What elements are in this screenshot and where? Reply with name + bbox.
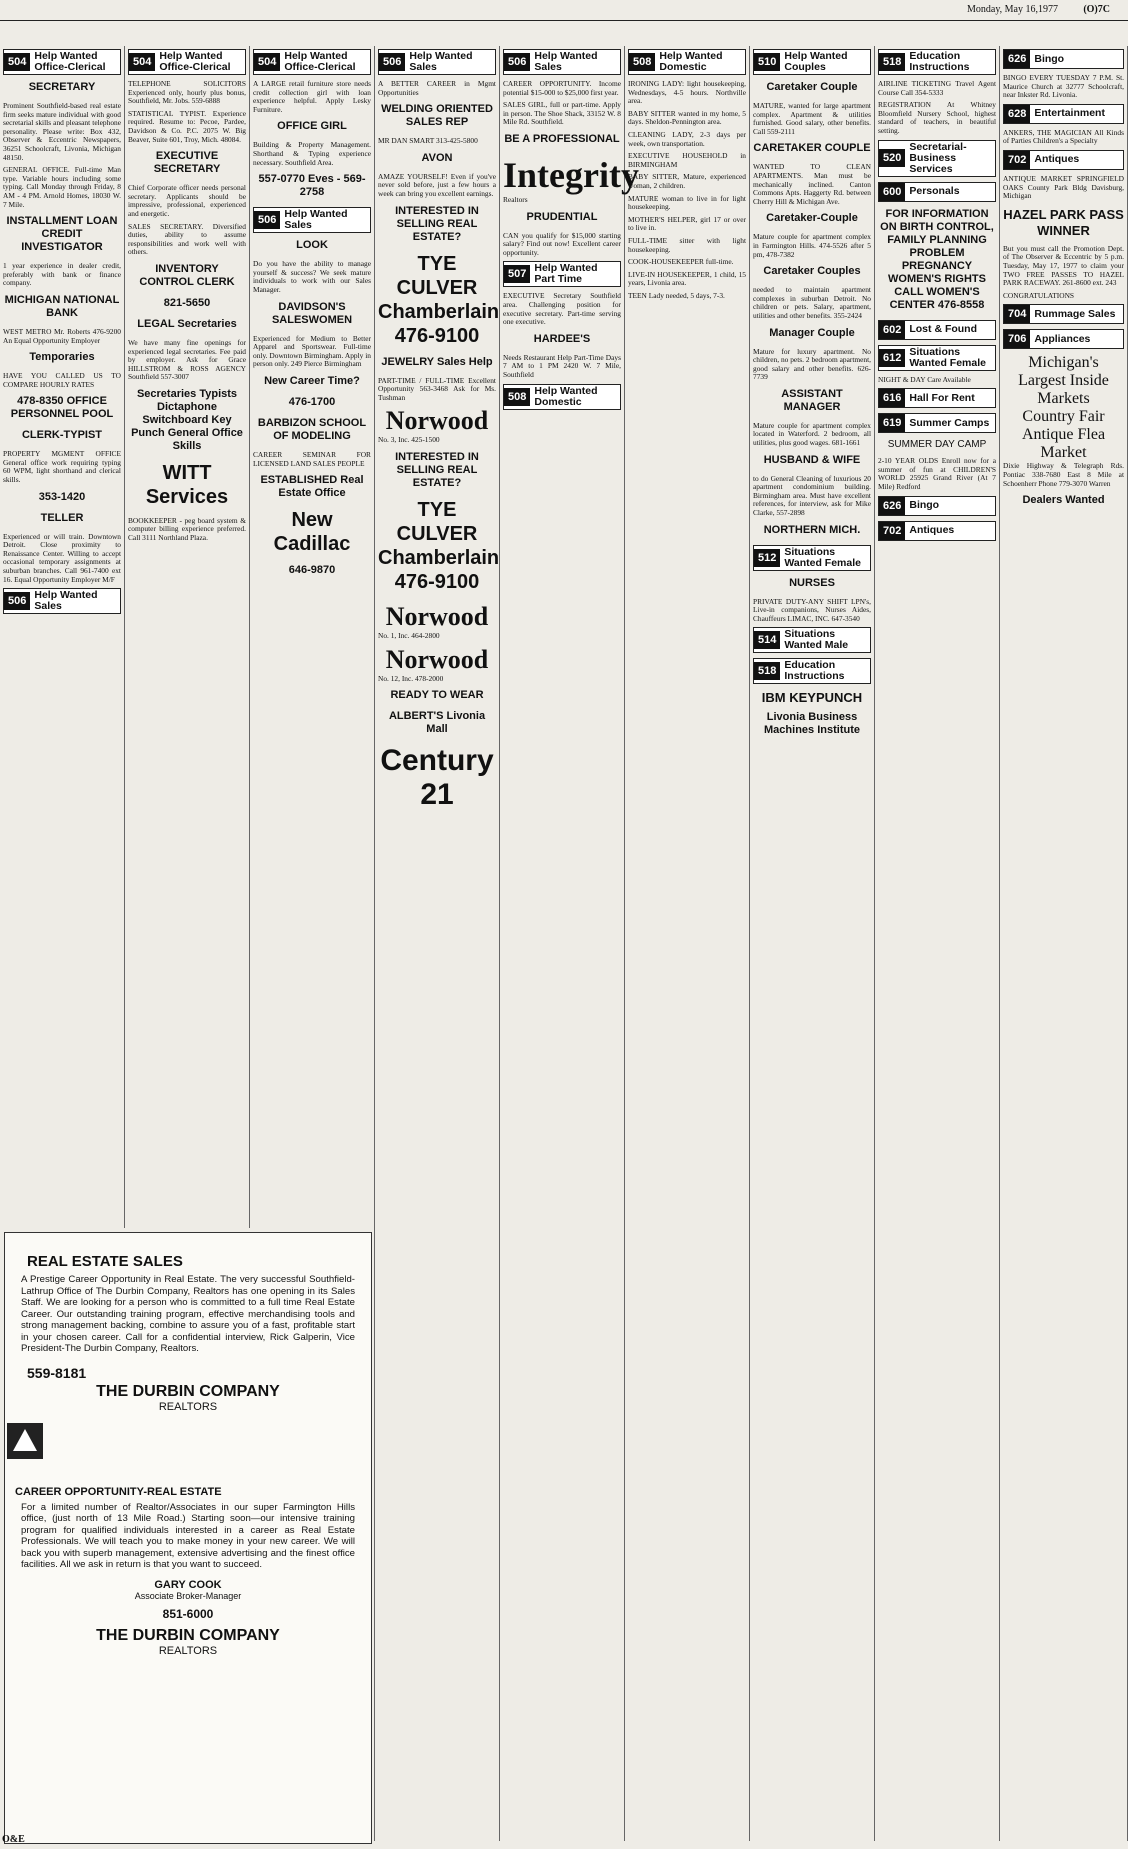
- classified-ad: BINGO EVERY TUESDAY 7 P.M. St. Maurice Church at 32777 Schoolcraft, near Inkster Rd. Livonia.: [1003, 73, 1124, 100]
- section-title: Education Instructions: [784, 659, 845, 683]
- section-title: Situations Wanted Male: [784, 628, 849, 652]
- ad-heading: WELDING ORIENTED SALES REP: [381, 103, 493, 129]
- classified-ad: TELEPHONE SOLICITORS Experienced only, hourly plus bonus, Southfield, Mr. Jobs. 559-6888: [128, 79, 246, 106]
- ad-heading: ASSISTANT MANAGER: [781, 387, 843, 413]
- ad-heading: AVON: [421, 151, 453, 164]
- ad-heading: 353-1420: [38, 490, 86, 503]
- section-title: Help Wanted Office-Clerical: [284, 50, 356, 73]
- classified-ad: Experienced or will train. Downtown Detroit. Close proximity to Renaissance Center. Willing to accept occasional temporary assignments at suburban branches. Call 961-7400 ext 16. Equal Opportunity Employer M/F: [3, 531, 121, 584]
- ad-column: [1000, 46, 1128, 1841]
- classified-ad: PART-TIME / FULL-TIME Excellent Opportunity 563-3468 Ask for Ms. Tushman: [378, 375, 496, 402]
- section-number: 518: [879, 53, 905, 71]
- section-number: 506: [379, 53, 405, 71]
- ad-column: [125, 46, 250, 1228]
- ad-heading: 478-8350 OFFICE PERSONNEL POOL: [10, 395, 114, 421]
- ad-column: [375, 46, 500, 1841]
- section-header: [878, 496, 996, 516]
- ad-heading: New Career Time?: [264, 374, 360, 387]
- ad-heading: 821-5650: [163, 296, 211, 309]
- classified-ad: Needs Restaurant Help Part-Time Days 7 AM to 1 PM 2420 W. 7 Mile, Southfield: [503, 352, 621, 379]
- section-title: Personals: [909, 185, 960, 198]
- ad-heading: INTERESTED IN SELLING REAL ESTATE?: [395, 450, 479, 489]
- section-number: 706: [1004, 330, 1030, 348]
- section-header: [878, 388, 996, 408]
- section-title: Hall For Rent: [909, 391, 975, 404]
- footer-mark: O&E: [2, 1834, 25, 1845]
- manager-title: Associate Broker-Manager: [134, 1590, 242, 1601]
- ad-heading: HUSBAND & WIFE: [763, 453, 861, 466]
- section-title: Summer Camps: [909, 416, 990, 429]
- company-sub: REALTORS: [158, 1400, 218, 1413]
- section-header: [1003, 104, 1124, 124]
- section-header: [503, 49, 621, 75]
- ad-column: [500, 46, 639, 1841]
- section-number: 702: [879, 522, 905, 540]
- norwood-logo-text: Norwood: [385, 644, 489, 674]
- page-date: Monday, May 16,1977: [966, 4, 1058, 15]
- classified-ad: MOTHER'S HELPER, girl 17 or over to live in.: [628, 214, 746, 233]
- section-number: 504: [4, 53, 30, 71]
- ad-heading: 476-1700: [288, 395, 336, 408]
- classified-ad: No. 1, Inc. 464-2800: [378, 630, 440, 640]
- classified-ad: Building & Property Management. Shorthand & Typing experience necessary. Southfield Area.: [253, 140, 371, 167]
- classified-ad: STATISTICAL TYPIST. Experience required. Resume to: Pecoe, Pardee, Davidson & Co. P.C. 2075 W. Big Beaver, Suite 601, Troy, Mich. 48084.: [128, 108, 246, 144]
- section-number: 626: [1004, 50, 1030, 68]
- section-title: Rummage Sales: [1034, 307, 1116, 320]
- ad-heading: EXECUTIVE SECRETARY: [153, 150, 221, 176]
- section-header: [753, 627, 871, 653]
- section-title: Secretarial-Business Services: [909, 140, 967, 175]
- ad-heading: ALBERT'S Livonia Mall: [388, 710, 486, 736]
- classified-ad: PRIVATE DUTY-ANY SHIFT LPN's, Live-in companions, Nurses Aides, Chauffeurs LIMAC, INC. 647-3540: [753, 596, 871, 623]
- classified-ad: SALES GIRL, full or part-time. Apply in person. The Shoe Shack, 33152 W. 8 Mile Rd. Southfield.: [503, 100, 621, 127]
- section-header: [253, 207, 371, 233]
- ad-heading: READY TO WEAR: [390, 689, 484, 702]
- section-header: [753, 545, 871, 571]
- ad-heading: HARDEE'S: [533, 332, 591, 345]
- summer-camp-heading: SUMMER DAY CAMP: [887, 439, 987, 451]
- ad-column: [625, 46, 750, 1841]
- classified-ad: Experienced for Medium to Better Apparel and Sportswear. Full-time only. Downtown Birmingham. Apply in person only. 249 Pierce Birmingham: [253, 333, 371, 369]
- section-title: Appliances: [1034, 332, 1091, 345]
- ad-heading: NORTHERN MICH.: [763, 523, 861, 536]
- section-title: Help Wanted Couples: [784, 50, 848, 73]
- classified-ad: PROPERTY MGMENT OFFICE General office work requiring typing 60 WPM, light shorthand and clerical skills.: [3, 449, 121, 485]
- section-number: 514: [754, 631, 780, 649]
- ad-heading: MICHIGAN NATIONAL BANK: [4, 293, 120, 319]
- ad-subtitle: CAREER OPPORTUNITY-REAL ESTATE: [15, 1485, 222, 1498]
- ad-heading: LOOK: [296, 239, 328, 252]
- company-name: THE DURBIN COMPANY: [96, 1382, 280, 1400]
- section-title: Help Wanted Sales: [534, 50, 598, 73]
- section-title: Help Wanted Sales: [284, 208, 348, 232]
- classified-ad: Chief Corporate officer needs personal secretary. Applicants should be impressive, professional, experienced and energetic.: [128, 183, 246, 218]
- section-title: Help Wanted Office-Clerical: [159, 50, 231, 73]
- classified-ad: WEST METRO Mr. Roberts 476-9200 An Equal Opportunity Employer: [3, 326, 121, 345]
- section-title: Antiques: [909, 524, 955, 537]
- section-number: 504: [254, 53, 280, 71]
- classified-ad: REGISTRATION At Whitney Bloomfield Nursery School, highest standard of teachers, in beautiful setting.: [878, 100, 996, 135]
- classified-ad: BOOKKEEPER - peg board system & computer billing experience preferred. Call 3111 Northland Plaza.: [128, 515, 246, 543]
- classified-ad: CAN you qualify for $15,000 starting salary? Find out now! Excellent career opportunity.: [503, 230, 621, 257]
- ad-heading: LEGAL Secretaries: [137, 317, 237, 330]
- company-name-2: THE DURBIN COMPANY: [96, 1626, 280, 1644]
- classified-ad: EXECUTIVE HOUSEHOLD in BIRMINGHAM: [628, 151, 746, 169]
- classified-ad: COOK-HOUSEKEEPER full-time.: [628, 257, 734, 267]
- ad-heading: INVENTORY CONTROL CLERK: [139, 262, 235, 288]
- classified-ad: ANKERS, THE MAGICIAN All Kinds of Parties Children's a Specialty: [1003, 127, 1124, 146]
- section-header: [878, 320, 996, 340]
- section-title: Bingo: [909, 499, 940, 512]
- ad-heading: ESTABLISHED Real Estate Office: [260, 474, 364, 500]
- section-header: [628, 49, 746, 75]
- section-number: 626: [879, 497, 905, 515]
- ad-column: [750, 46, 875, 1841]
- section-number: 506: [4, 592, 30, 610]
- classified-ad: needed to maintain apartment complexes in suburban Detroit. No children or pets. Salary, apartment, utilities and other benefits. 355-2424: [753, 285, 871, 320]
- ad-phone: 559-8181: [27, 1364, 87, 1381]
- ad-heading: Temporaries: [29, 351, 95, 364]
- flea-market-subheading: Michigan's Largest Inside Markets: [1018, 354, 1109, 408]
- section-number: 702: [1004, 151, 1030, 169]
- ad-heading: TELLER: [40, 511, 84, 524]
- ad-heading: DAVIDSON'S SALESWOMEN: [271, 300, 353, 326]
- ad-heading: 646-9870: [288, 564, 336, 577]
- section-title: Help Wanted Part Time: [534, 262, 598, 286]
- classified-ad: But you must call the Promotion Dept. of The Observer & Eccentric by 5 p.m. Tuesday, May 17, 1977 to claim your TWO FREE PASSES TO HAZEL PARK RACEWAY. 261-8600 ext. 243: [1003, 243, 1124, 288]
- section-number: 506: [254, 211, 280, 229]
- ad-display-heading: WITT Services: [145, 461, 229, 508]
- section-title: Help Wanted Sales: [409, 50, 473, 73]
- ad-column: [0, 46, 125, 1228]
- section-number: 504: [129, 53, 155, 71]
- ad-display-heading: TYE CULVER Chamberlain 476-9100: [378, 252, 500, 347]
- classified-ad: Do you have the ability to manage yourself & success? We seek mature individuals to work with our Sales Manager.: [253, 259, 371, 294]
- real-estate-ad: [4, 1232, 372, 1844]
- section-number: 612: [879, 349, 905, 367]
- classified-ad: Mature couple for apartment complex located in Waterford. 2 bedroom, all utilities, plus good wages. 681-1661: [753, 420, 871, 448]
- ad-heading: Secretaries Typists Dictaphone Switchboard Key Punch General Office Skills: [131, 387, 243, 452]
- classified-ad: FULL-TIME sitter with light housekeeping.: [628, 235, 746, 254]
- ad-display-heading: TYE CULVER Chamberlain 476-9100: [378, 498, 500, 593]
- ad-heading: NURSES: [789, 576, 835, 589]
- classified-ad: to do General Cleaning of luxurious 20 apartment condominium building. Birmingham area. Must have excellent references, for interview, ask for Mike Clarke, 557-2898: [753, 473, 871, 518]
- section-header: [878, 49, 996, 75]
- flea-market-heading: Country Fair Antique Flea Market: [1021, 408, 1106, 462]
- company-sub-2: REALTORS: [158, 1644, 218, 1657]
- section-title: Situations Wanted Female: [784, 545, 861, 569]
- ad-heading: BARBIZON SCHOOL OF MODELING: [257, 416, 367, 442]
- classified-ad: NIGHT & DAY Care Available: [878, 374, 971, 384]
- hazel-park-heading: HAZEL PARK PASS WINNER: [1003, 206, 1124, 238]
- ad-heading: Caretaker-Couple: [766, 212, 858, 225]
- section-number: 507: [504, 265, 530, 283]
- section-number: 508: [629, 53, 655, 71]
- classified-ad: WANTED TO CLEAN APARTMENTS. Man must be mechanically inclined. Canton Commons Apts. Haggerty Rd. between Cherry Hill & Michigan Ave.: [753, 162, 871, 206]
- section-header: [878, 413, 996, 433]
- section-number: 512: [754, 549, 780, 567]
- section-number: 628: [1004, 105, 1030, 123]
- classified-ad: IRONING LADY: light housekeeping, Wednesdays, 4-5 hours. Northville area.: [628, 79, 746, 106]
- century21-logo-text: Century 21: [380, 744, 494, 812]
- section-title: Bingo: [1034, 52, 1065, 65]
- section-title: Antiques: [1034, 153, 1080, 166]
- classified-ad: EXECUTIVE Secretary Southfield area. Challenging position for executive secretary. Part-time serving one executive.: [503, 291, 621, 327]
- page-number: (O)7C: [1083, 4, 1110, 15]
- ad-body: A Prestige Career Opportunity in Real Estate. The very successful Southfield-Lathrup Office of The Durbin Company, Realtors has one opening in its Sales Staff. We are looking for a person who is committed to a full time Real Estate Career. Our outstanding training program, effective merchandising tools and strong management backing, combine to assure you of a fast, profitable start in your chosen career. Call for a confidential interview, Rick Galperin, Vice President-The Durbin Company, Realtors.: [21, 1274, 355, 1354]
- classified-ad: Prominent Southfield-based real estate firm seeks mature individual with good secretarial skills and pleasant telephone personality. Please write: Box 432, Observer & Eccentric Newspapers, 36251 Schoolcraft, Livonia, Michigan 48150.: [3, 101, 121, 162]
- section-header: [1003, 304, 1124, 324]
- classified-ad: SALES SECRETARY. Diversified duties, ability to assume responsibilities and work well with others.: [128, 221, 246, 257]
- ad-display-heading: New Cadillac: [273, 509, 351, 556]
- classified-ad: CAREER OPPORTUNITY. Income potential $15-000 to $25,000 first year.: [503, 79, 621, 97]
- classified-ad: TEEN Lady needed, 5 days, 7-3.: [628, 290, 725, 300]
- section-header: [3, 588, 121, 614]
- section-title: Help Wanted Domestic: [534, 384, 598, 408]
- ad-heading: Dealers Wanted: [1022, 494, 1105, 507]
- classified-ad: CLEANING LADY, 2-3 days per week, own transportation.: [628, 129, 746, 148]
- section-header: [3, 49, 121, 75]
- classified-ad: No. 3, Inc. 425-1500: [378, 435, 440, 445]
- ad-title: REAL ESTATE SALES: [27, 1253, 183, 1270]
- ad-heading: CARETAKER COUPLE: [753, 142, 871, 155]
- company-logo-icon: [5, 1421, 45, 1461]
- section-number: 508: [504, 388, 530, 406]
- section-title: Help Wanted Domestic: [659, 50, 723, 73]
- classified-ad: CONGRATULATIONS: [1003, 290, 1075, 300]
- section-number: 518: [754, 662, 780, 680]
- classified-ad: ANTIQUE MARKET SPRINGFIELD OAKS County Park Bldg Davisburg, Michigan: [1003, 173, 1124, 201]
- classified-ad: Realtors: [503, 194, 528, 204]
- section-number: 616: [879, 389, 905, 407]
- ad-body-2: For a limited number of Realtor/Associates in our super Farmington Hills office, (just north of 13 Mile Road.) Starting soon—our intensive training program for qualified individuals interested in a career as Real Estate Professionals. We will teach you to make money in your new career. We will back you with superb management, extensive advertising and the finest office facilities. All we ask in return is that you want to succeed.: [21, 1501, 355, 1570]
- section-header: [1003, 49, 1124, 69]
- classified-ad: BABY SITTER wanted in my home, 5 days. Sheldon-Pennington area.: [628, 108, 746, 127]
- section-header: [128, 49, 246, 75]
- classified-ad: 1 year experience in dealer credit, preferably with bank or finance company.: [3, 261, 121, 288]
- classified-ad: LIVE-IN HOUSEKEEPER, 1 child, 15 years, Livonia area.: [628, 269, 746, 288]
- section-number: 600: [879, 183, 905, 201]
- section-title: Lost & Found: [909, 323, 978, 336]
- section-header: [878, 140, 996, 177]
- ad-heading: Caretaker Couples: [763, 265, 861, 278]
- section-header: [378, 49, 496, 75]
- ad-heading: INSTALLMENT LOAN CREDIT INVESTIGATOR: [6, 215, 118, 254]
- ad-heading: Livonia Business Machines Institute: [764, 711, 860, 737]
- classified-ad: HAVE YOU CALLED US TO COMPARE HOURLY RATES: [3, 371, 121, 389]
- classified-ad: No. 12, Inc. 478-2000: [378, 673, 444, 683]
- section-header: [753, 658, 871, 684]
- ad-heading: JEWELRY Sales Help: [381, 355, 493, 368]
- ibm-heading: IBM KEYPUNCH: [761, 690, 863, 706]
- ad-heading: OFFICE GIRL: [277, 120, 347, 133]
- section-header: [253, 49, 371, 75]
- section-header: [1003, 150, 1124, 170]
- classified-ad: Dixie Highway & Telegraph Rds. Pontiac 338-7680 East 8 Mile at Schoenherr Phone 779-3070 Warren: [1003, 461, 1124, 488]
- section-header: [1003, 329, 1124, 349]
- classified-ad: A BETTER CAREER in Mgmt Opportunities: [378, 79, 496, 97]
- section-header: [878, 345, 996, 371]
- section-header: [753, 49, 871, 75]
- masthead: [0, 0, 1128, 21]
- section-header: [878, 521, 996, 541]
- section-number: 506: [504, 53, 530, 71]
- section-number: 510: [754, 53, 780, 71]
- classified-ad: A LARGE retail furniture store needs credit collection girl with loan experience helpful. Apply Lesky Furniture.: [253, 79, 371, 114]
- classified-ad: We have many fine openings for experienced legal secretaries. Fee paid by employer. Ask for Grace HILLSTROM & ROSS AGENCY Southfield 557-3007: [128, 337, 246, 382]
- section-title: Situations Wanted Female: [909, 345, 986, 369]
- classified-ad: Mature couple for apartment complex in Farmington Hills. 474-5526 after 5 pm, 478-7382: [753, 232, 871, 259]
- section-number: 619: [879, 414, 905, 432]
- ad-heading: 557-0770 Eves - 569-2758: [258, 173, 366, 199]
- section-number: 602: [879, 321, 905, 339]
- norwood-logo-text: Norwood: [385, 406, 489, 436]
- classified-ad: MATURE woman to live in for light housekeeping.: [628, 193, 746, 212]
- classified-ad: AIRLINE TICKETING Travel Agent Course Call 354-5333: [878, 79, 996, 97]
- section-title: Entertainment: [1034, 107, 1105, 120]
- classified-ad: MR DAN SMART 313-425-5800: [378, 136, 478, 146]
- integrity-logo-text: Integrity: [503, 154, 639, 195]
- section-title: Education Instructions: [909, 50, 970, 73]
- section-number: 520: [879, 149, 905, 167]
- ad-phone-2: 851-6000: [162, 1606, 214, 1621]
- classified-ad: CAREER SEMINAR FOR LICENSED LAND SALES PEOPLE: [253, 449, 371, 468]
- section-header: [503, 261, 621, 287]
- classified-ad: 2-10 YEAR OLDS Enroll now for a summer of fun at CHILDREN'S WORLD 25925 Grand River (At 7 Mile) Redford: [878, 456, 996, 491]
- ad-heading: SECRETARY: [28, 81, 96, 93]
- section-title: Help Wanted Sales: [34, 589, 98, 613]
- ad-heading: PRUDENTIAL: [526, 210, 598, 223]
- ad-heading: INTERESTED IN SELLING REAL ESTATE?: [395, 204, 479, 243]
- section-header: [503, 384, 621, 410]
- manager-name: GARY COOK: [154, 1578, 222, 1591]
- ad-heading: Caretaker Couple: [766, 81, 858, 93]
- ad-heading: BE A PROFESSIONAL: [504, 132, 620, 145]
- section-header: [878, 182, 996, 202]
- norwood-logo-text: Norwood: [385, 601, 489, 631]
- section-number: 704: [1004, 305, 1030, 323]
- classified-ad: MATURE, wanted for large apartment complex. Apartment & utilities furnished. Good salary, other benefits. Call 559-2111: [753, 101, 871, 136]
- classified-ad: BABY SITTER, Mature, experienced woman, 2 children.: [628, 172, 746, 190]
- classified-ad: GENERAL OFFICE. Full-time Man type. Variable hours including some typing. Call Monday through Friday, 8 AM - 4 PM. Arnold Homes, 18030 W. 7 Mile.: [3, 165, 121, 209]
- ad-heading: CLERK-TYPIST: [21, 429, 103, 442]
- ad-column: [875, 46, 1000, 1841]
- section-title: Help Wanted Office-Clerical: [34, 50, 106, 73]
- ad-heading: FOR INFORMATION ON BIRTH CONTROL, FAMILY PLANNING PROBLEM PREGNANCY WOMEN'S RIGHTS CALL WOMEN'S CENTER 476-8558: [880, 207, 994, 311]
- classified-ad: AMAZE YOURSELF! Even if you've never sold before, just a few hours a week can bring you excellent earnings.: [378, 171, 496, 198]
- ad-heading: Manager Couple: [769, 326, 855, 339]
- classified-ad: Mature for luxury apartment. No children, no pets. 2 bedroom apartment, good salary and other benefits. 626-7739: [753, 346, 871, 382]
